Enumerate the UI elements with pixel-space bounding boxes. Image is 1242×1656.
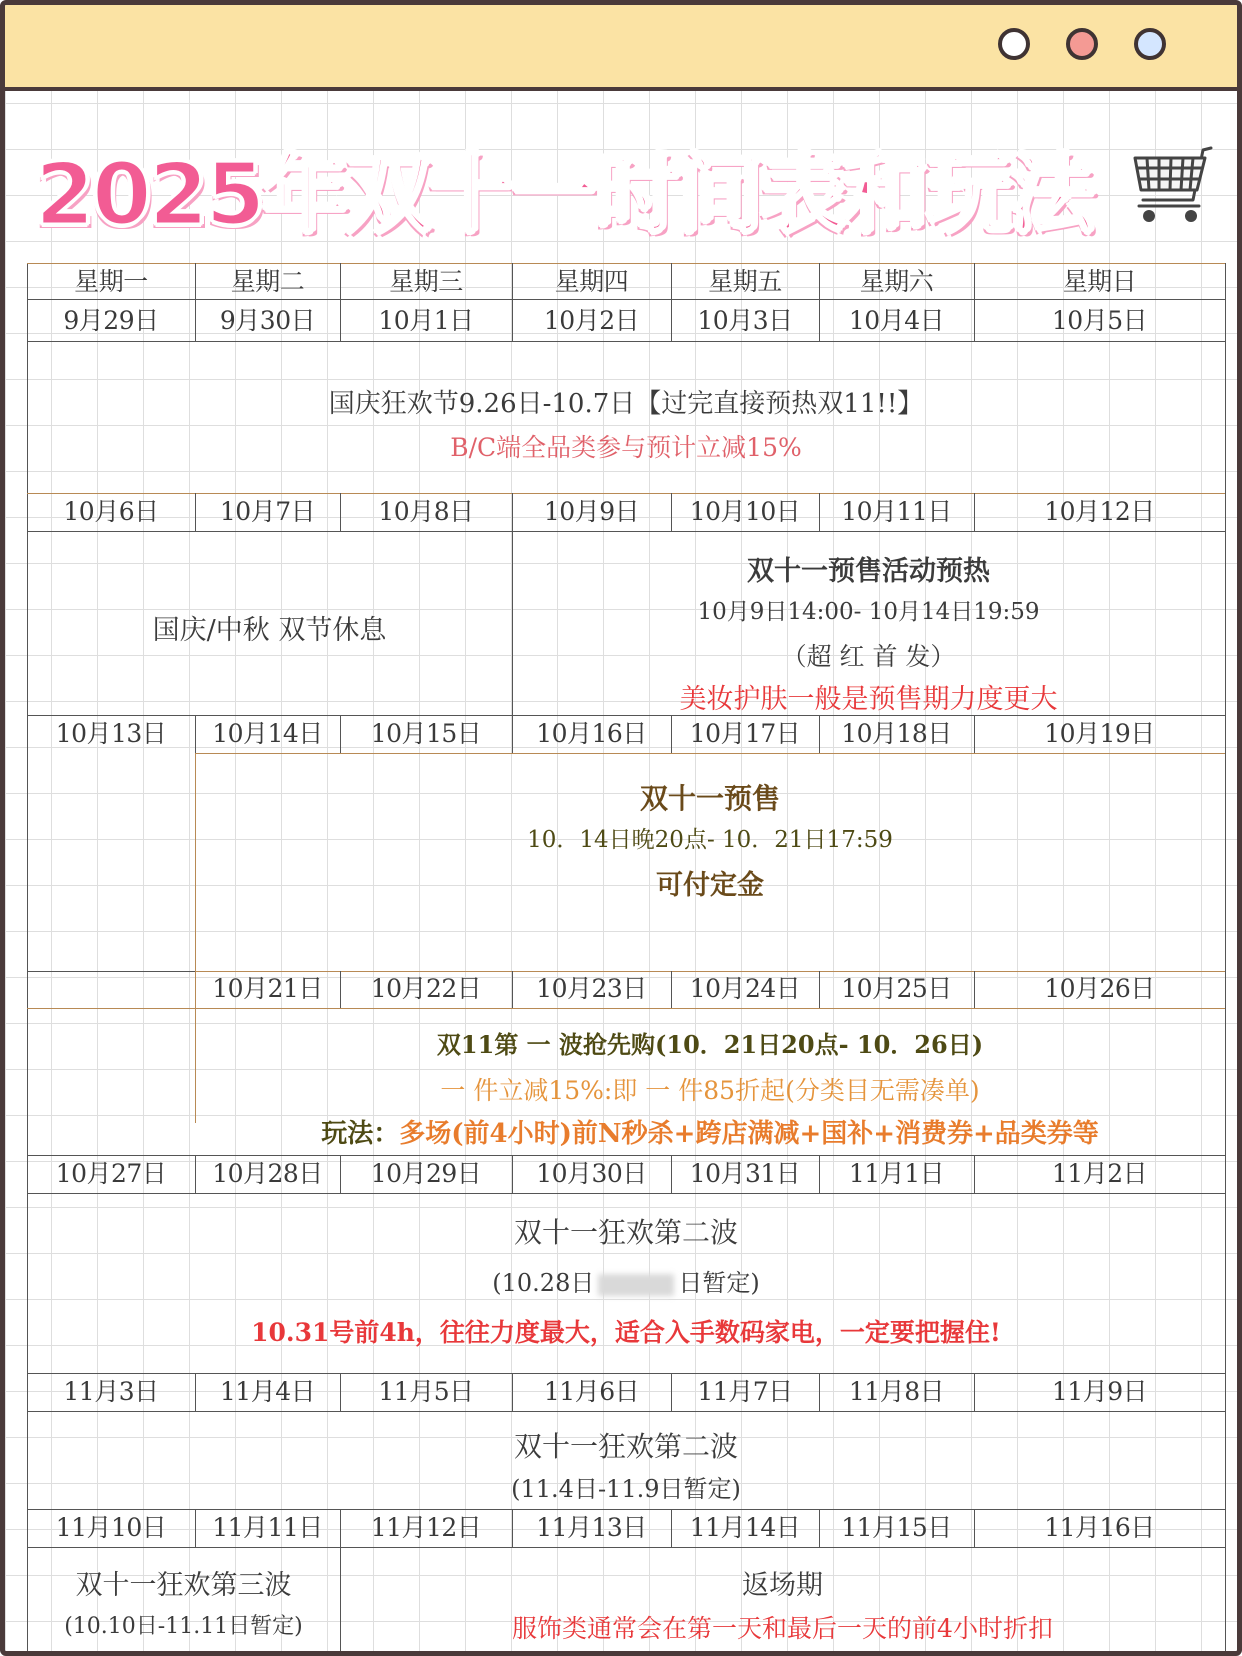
grid-line [819, 715, 820, 753]
grid-line [1225, 263, 1226, 1656]
grid-line [340, 971, 341, 1008]
event-text: 双十一狂欢第二波 [513, 1216, 738, 1249]
date-cell: 11月10日 [55, 1513, 167, 1542]
date-cell: 11月6日 [543, 1377, 640, 1406]
weekday-header: 星期日 [1062, 267, 1137, 296]
date-cell: 11月9日 [1051, 1377, 1148, 1406]
grid-line [27, 263, 1225, 264]
event-text: 国庆狂欢节9.26日-10.7日【过完直接预热双11!!】 [328, 389, 924, 419]
grid-line [671, 493, 672, 531]
date-cell: 11月15日 [841, 1513, 952, 1542]
event-text: 双11第 一 波抢先购(10．21日20点- 10．26日) [436, 1030, 984, 1059]
date-cell: 10月1日 [378, 306, 474, 335]
weekday-header: 星期二 [230, 267, 305, 296]
weekday-header: 星期五 [708, 267, 782, 296]
rules-text: 多场(前4小时)前N秒杀+跨店满减+国补+消费券+品类券等 [399, 1119, 1099, 1149]
grid-line [195, 1155, 196, 1193]
date-cell: 11月5日 [378, 1377, 474, 1406]
date-cell: 10月4日 [848, 306, 945, 335]
grid-line [27, 299, 1225, 300]
event-text: 一 件立减15%:即 一 件85折起(分类目无需凑单) [440, 1076, 980, 1105]
page-title: 2025年双十一时间表和玩法 [35, 145, 1093, 245]
window-title-bar [5, 5, 1237, 91]
event-text: 返场期 [742, 1570, 823, 1601]
grid-line [340, 1509, 341, 1547]
event-text: 10．14日晚20点- 10．21日17:59 [527, 827, 893, 853]
grid-line [195, 1509, 196, 1547]
wave2-time [27, 1263, 1225, 1298]
shopping-cart-icon [1127, 140, 1219, 230]
event-text: (10.10日-11.11日暂定) [64, 1614, 303, 1639]
date-cell: 10月3日 [697, 306, 793, 335]
circle-red-icon [1066, 28, 1098, 60]
event-text: （超 红 首 发） [781, 642, 956, 671]
grid-line [671, 263, 672, 341]
grid-line [974, 263, 975, 341]
date-cell: 10月13日 [55, 719, 167, 748]
grid-line [27, 341, 1225, 342]
grid-line [512, 715, 513, 753]
grid-line [340, 1373, 341, 1411]
grid-line [340, 715, 341, 753]
grid-line [671, 1155, 672, 1193]
date-cell: 9月30日 [219, 306, 316, 335]
weekday-header: 星期六 [859, 267, 934, 296]
date-cell [27, 970, 195, 1008]
date-cell: 10月5日 [1051, 306, 1148, 335]
event-text: 双十一狂欢第二波 [513, 1430, 738, 1463]
date-cell: 10月8日 [378, 497, 474, 526]
date-cell: 10月16日 [536, 719, 647, 748]
grid-line [819, 1155, 820, 1193]
grid-line [974, 971, 975, 1008]
weekday-header: 星期三 [389, 267, 463, 296]
grid-line [819, 493, 820, 531]
date-cell: 11月12日 [370, 1513, 482, 1542]
date-cell: 10月22日 [370, 974, 482, 1003]
date-cell: 10月2日 [543, 306, 640, 335]
wave1-rules [195, 1113, 1225, 1150]
date-cell: 10月10日 [689, 497, 801, 526]
date-cell: 10月6日 [63, 497, 159, 526]
grid-line [340, 263, 341, 341]
wave2-time-end: 日暂定) [678, 1269, 760, 1297]
event-text: 美妆护肤一般是预售期力度更大 [679, 684, 1058, 715]
date-cell: 11月7日 [697, 1377, 793, 1406]
date-cell: 10月12日 [1044, 497, 1155, 526]
grid-line [340, 493, 341, 531]
date-cell: 10月19日 [1044, 719, 1155, 748]
date-cell: 11月1日 [848, 1159, 945, 1188]
date-cell: 10月18日 [841, 719, 952, 748]
grid-line [512, 971, 513, 1008]
date-cell: 11月11日 [212, 1513, 323, 1542]
grid-line [819, 1373, 820, 1411]
date-cell: 10月11日 [841, 497, 952, 526]
grid-line [974, 1155, 975, 1193]
date-cell: 11月2日 [1051, 1159, 1148, 1188]
date-cell: 9月29日 [63, 306, 159, 335]
date-cell: 10月24日 [689, 974, 801, 1003]
event-text: 双十一预售 [639, 782, 780, 815]
event-text: 10.31号前4h，往往力度最大，适合入手数码家电，一定要把握住! [251, 1318, 1001, 1347]
grid-line [512, 1373, 513, 1411]
date-cell: 10月9日 [543, 497, 640, 526]
grid-line [340, 1155, 341, 1193]
wave2-time-start: (10.28日 [492, 1269, 595, 1297]
event-text: 双十一狂欢第三波 [75, 1570, 292, 1601]
event-text: 10月9日14:00- 10月14日19:59 [697, 599, 1040, 625]
grid-line [27, 1008, 1225, 1009]
grid-line [819, 1509, 820, 1547]
grid-line [195, 263, 196, 341]
event-text: 双十一预售活动预热 [747, 556, 990, 587]
event-text: (11.4日-11.9日暂定) [511, 1475, 741, 1503]
grid-line [671, 1373, 672, 1411]
circle-white-icon [998, 28, 1030, 60]
grid-line [512, 493, 513, 531]
event-text: 国庆/中秋 双节休息 [152, 615, 387, 646]
grid-line [974, 1509, 975, 1547]
date-cell: 11月13日 [536, 1513, 647, 1542]
date-cell: 10月28日 [212, 1159, 323, 1188]
event-text: 服饰类通常会在第一天和最后一天的前4小时折扣 [512, 1614, 1053, 1643]
grid-line [195, 1373, 196, 1411]
event-text: B/C端全品类参与预计立减15% [450, 433, 802, 462]
date-cell: 10月25日 [841, 974, 952, 1003]
weekday-header: 星期一 [74, 267, 148, 296]
date-cell: 10月30日 [536, 1159, 647, 1188]
date-cell: 11月8日 [848, 1377, 945, 1406]
redacted-blur [598, 1274, 674, 1296]
grid-line [195, 715, 196, 753]
weekday-header: 星期四 [554, 267, 629, 296]
date-cell: 10月7日 [219, 497, 316, 526]
grid-line [974, 715, 975, 753]
date-cell: 11月16日 [1044, 1513, 1155, 1542]
grid-line [974, 493, 975, 531]
date-cell: 11月3日 [63, 1377, 159, 1406]
date-cell: 10月29日 [370, 1159, 482, 1188]
grid-line [195, 493, 196, 531]
grid-line [27, 1193, 1225, 1194]
grid-line [27, 1547, 1225, 1548]
date-cell: 10月26日 [1044, 974, 1155, 1003]
grid-line [974, 1373, 975, 1411]
grid-line [512, 1155, 513, 1193]
date-cell: 10月31日 [689, 1159, 801, 1188]
date-cell: 10月15日 [370, 719, 482, 748]
grid-line [512, 1509, 513, 1547]
circle-blue-icon [1134, 28, 1166, 60]
rules-label: 玩法： [321, 1119, 400, 1149]
date-cell: 10月23日 [536, 974, 647, 1003]
grid-line [671, 1509, 672, 1547]
date-cell: 11月4日 [219, 1377, 316, 1406]
grid-line [195, 753, 1225, 754]
grid-line [27, 1411, 1225, 1412]
date-cell: 10月21日 [212, 974, 323, 1003]
grid-line [671, 715, 672, 753]
grid-line [27, 531, 1225, 532]
grid-line [512, 263, 513, 341]
grid-line [819, 263, 820, 341]
date-cell: 10月14日 [212, 719, 323, 748]
schedule-table [27, 263, 1225, 1656]
event-text: 可付定金 [656, 870, 764, 901]
grid-line [671, 971, 672, 1008]
date-cell: 10月27日 [55, 1159, 167, 1188]
date-cell: 10月17日 [689, 719, 801, 748]
date-cell: 11月14日 [689, 1513, 801, 1542]
grid-line [819, 971, 820, 1008]
